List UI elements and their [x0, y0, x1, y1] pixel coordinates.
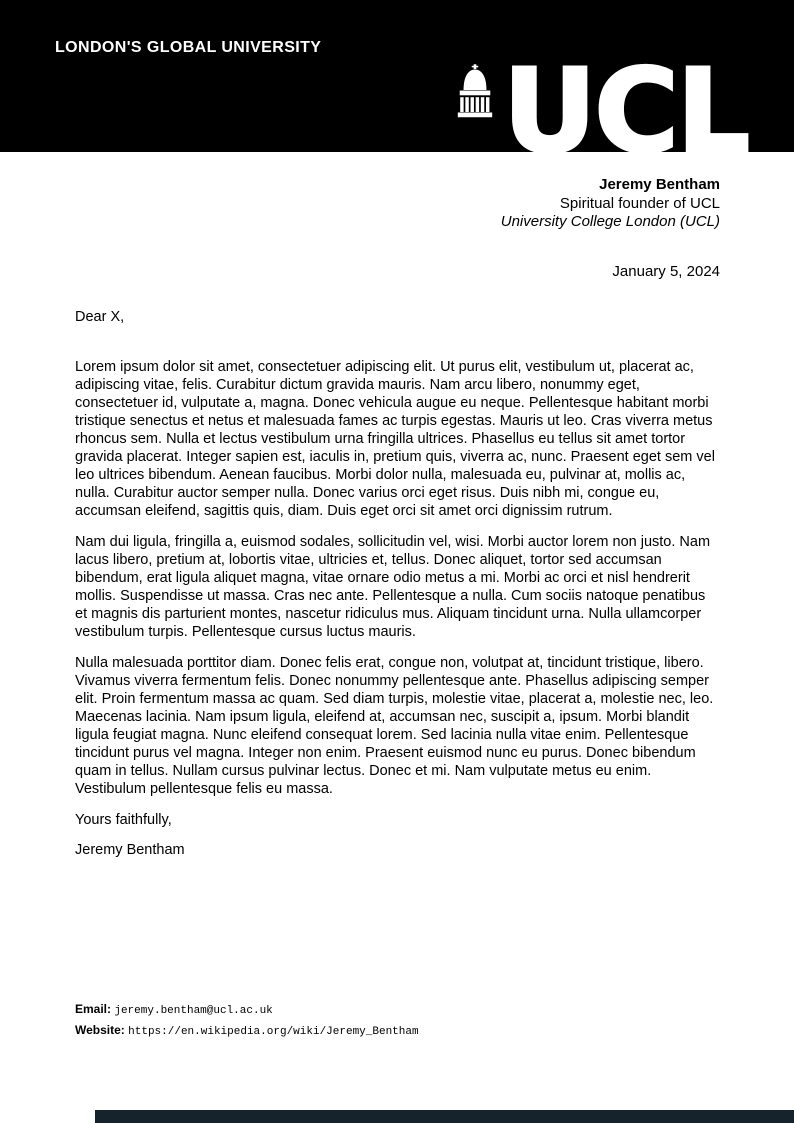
letter-date: January 5, 2024 [612, 263, 720, 280]
header-band [0, 0, 794, 179]
footer-contact [75, 1000, 419, 1042]
bottom-accent-bar [95, 1110, 794, 1123]
closing: Yours faithfully, [75, 812, 172, 828]
email-link[interactable]: jeremy.bentham@ucl.ac.uk [114, 1005, 273, 1017]
university-tagline: LONDON'S GLOBAL UNIVERSITY [55, 39, 322, 56]
paragraph-3: Nulla malesuada porttitor diam. Donec felis erat, congue non, volutpat at, tincidunt tristique, libero. Vivamus viverra fermentum felis. Donec nonummy pellentesque ante. Phasellus adipiscing semper elit. Proin fermentum massa ac quam. Sed diam turpis, molestie vitae, placerat a, molestie nec, leo. Maecenas lacinia. Nam ipsum ligula, eleifend at, accumsan nec, suscipit a, ipsum. Morbi blandit ligula feugiat magna. Nunc eleifend consequat lorem. Sed lacinia nulla vitae enim. Pellentesque tincidunt purus vel magna. Integer non enim. Praesent euismod nunc eu purus. Donec bibendum quam in tellus. Nullam cursus pulvinar lectus. Donec et mi. Nam vulputate metus eu enim. Vestibulum pellentesque felis eu massa. [75, 655, 714, 797]
paragraph-2: Nam dui ligula, fringilla a, euismod sodales, sollicitudin vel, wisi. Morbi auctor lorem non justo. Nam lacus libero, pretium at, lobortis vitae, ultricies et, tellus. Donec aliquet, tortor sed accumsan bibendum, erat ligula aliquet magna, vitae ornare odio metus a mi. Morbi ac orci et nisl hendrerit mollis. Suspendisse ut massa. Cras nec ante. Pellentesque a nulla. Cum sociis natoque penatibus et magnis dis parturient montes, nascetur ridiculus mus. Aliquam tincidunt urna. Nulla ullamcorper vestibulum turpis. Pellentesque cursus luctus mauris. [75, 534, 711, 640]
ucl-portico-icon [454, 63, 496, 119]
paragraph-1: Lorem ipsum dolor sit amet, consectetuer adipiscing elit. Ut purus elit, vestibulum ut, placerat ac, adipiscing vitae, felis. Curabitur dictum gravida mauris. Nam arcu libero, nonummy eget, consectetuer id, vulputate a, magna. Donec vehicula augue eu neque. Pellentesque habitant morbi tristique senectus et netus et malesuada fames ac turpis egestas. Mauris ut leo. Cras viverra metus rhoncus sem. Nulla et lectus vestibulum urna fringilla ultrices. Phasellus eu tellus sit amet tortor gravida placerat. Integer sapien est, iaculis in, pretium quis, viverra ac, nunc. Praesent eget sem vel leo ultrices bibendum. Aenean faucibus. Morbi dolor nulla, malesuada eu, pulvinar at, mollis ac, nulla. Curabitur auctor semper nulla. Donec varius orci eget risus. Duis nibh mi, congue eu, accumsan eleifend, sagittis quis, diam. Duis eget orci sit amet orci dignissim rutrum. [75, 359, 715, 519]
sender-role: Spiritual founder of UCL [559, 194, 720, 212]
email-row [75, 1000, 419, 1021]
salutation: Dear X, [75, 309, 125, 325]
signature-name: Jeremy Bentham [75, 842, 185, 858]
sender-name: Jeremy Bentham [599, 176, 720, 193]
ucl-logo-text: UCL [503, 45, 749, 179]
website-link[interactable]: https://en.wikipedia.org/wiki/Jeremy_Bentham [128, 1026, 419, 1038]
website-label: Website: [75, 1023, 125, 1037]
sender-block [501, 176, 720, 232]
sender-organization: University College London (UCL) [500, 213, 720, 230]
website-row [75, 1021, 419, 1042]
email-label: Email: [75, 1002, 112, 1016]
letter-body [75, 308, 721, 859]
